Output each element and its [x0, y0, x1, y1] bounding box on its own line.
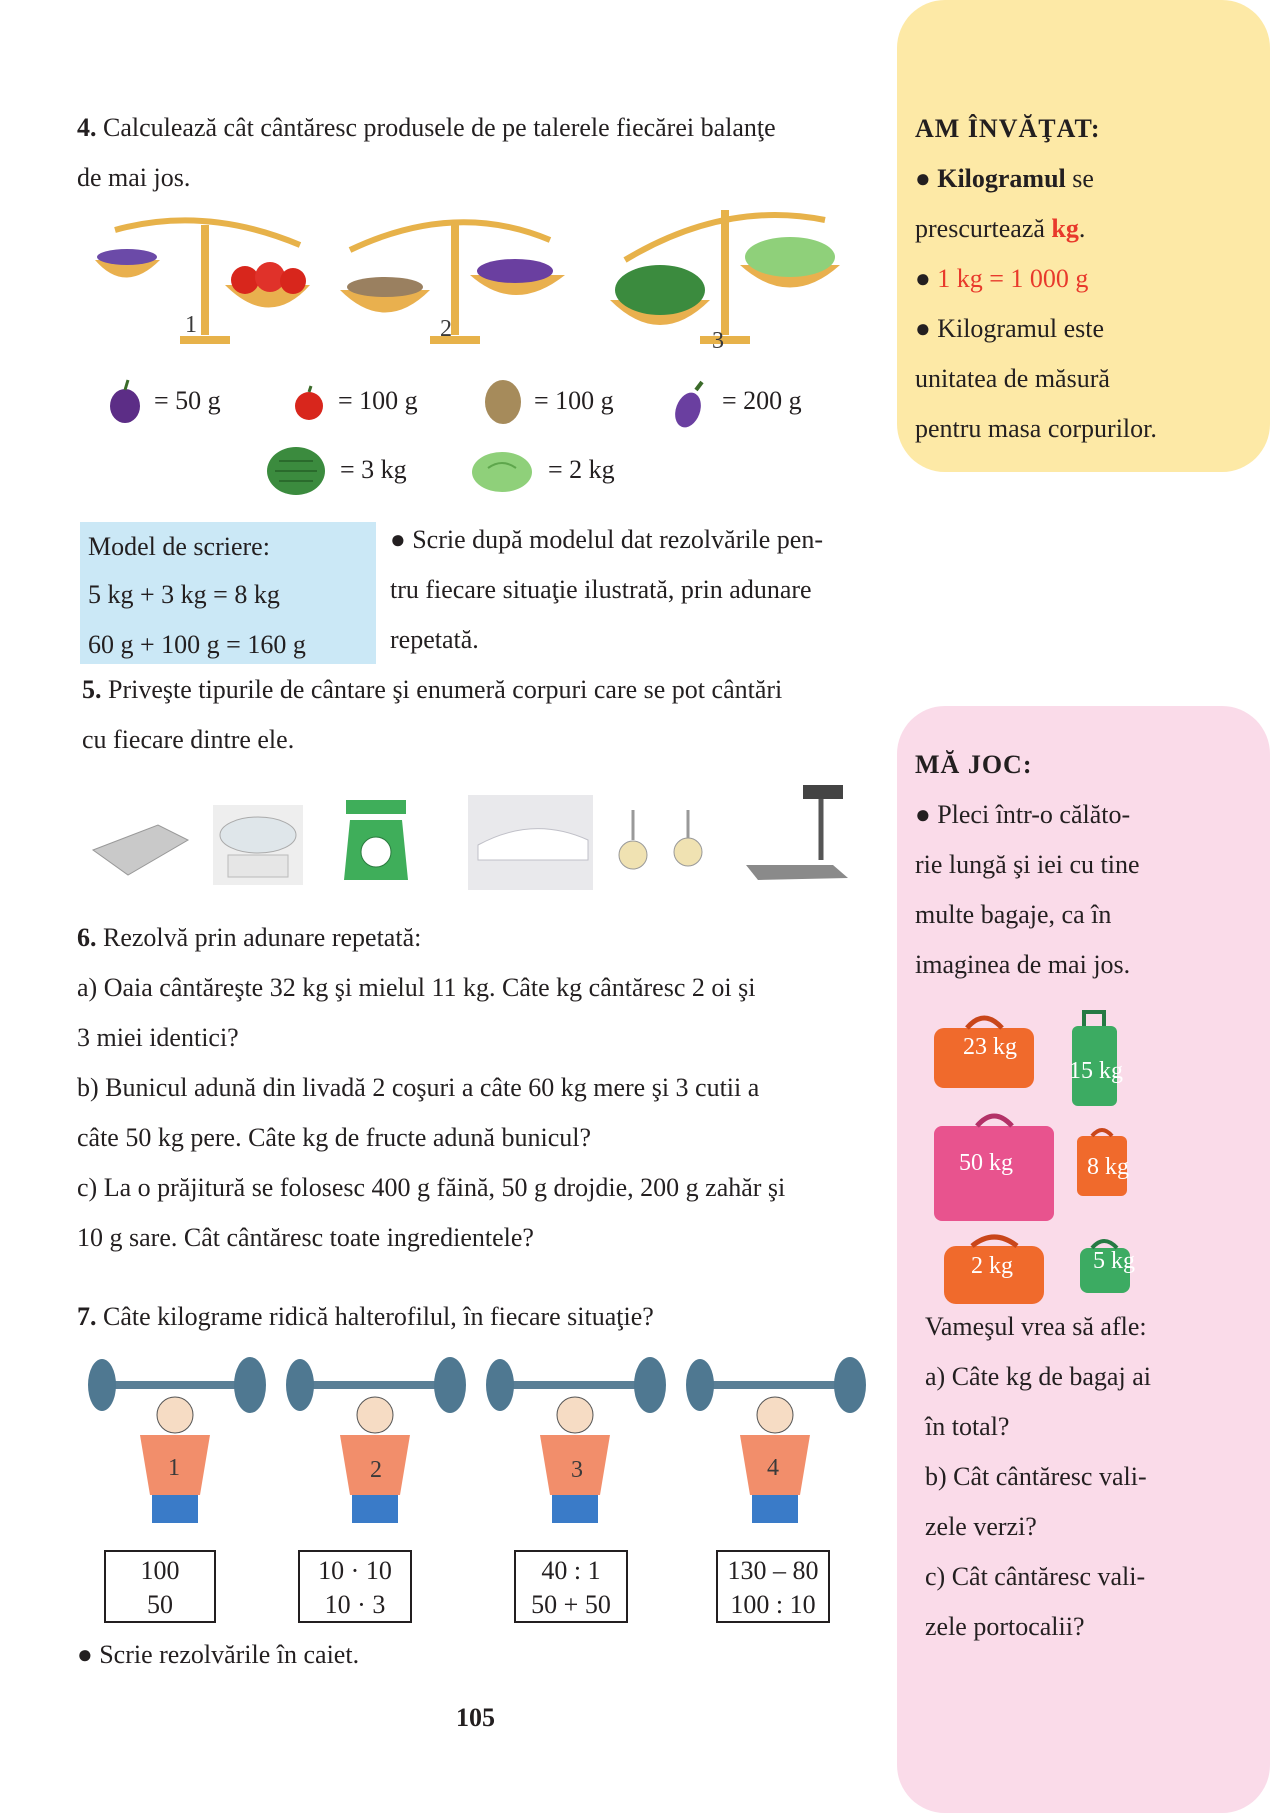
weightlifter-1: [88, 1357, 266, 1523]
play-title: MĂ JOC:: [915, 750, 1033, 779]
ex4-number: 4.: [77, 113, 97, 142]
scale-label-3: 3: [712, 328, 724, 354]
ex6-a-line2: 3 miei identici?: [77, 1023, 239, 1052]
legend-potato-value: = 100 g: [534, 386, 614, 415]
learned-line-3: ● 1 kg = 1 000 g: [915, 264, 1089, 293]
play-question-b2: zele verzi?: [925, 1512, 1037, 1541]
ex6-number: 6.: [77, 923, 97, 952]
ex4-prompt-line1: 4. Calculează cât cântăresc produsele de pe talerele fiecărei balanţe: [77, 113, 776, 142]
weight-box-3-top: 40 : 1: [541, 1556, 601, 1585]
play-line-1: ● Pleci într-o călăto-: [915, 800, 1131, 829]
kitchen-scale-icon: [213, 805, 303, 885]
weight-box-1: [104, 1550, 216, 1623]
play-question-a1: a) Câte kg de bagaj ai: [925, 1362, 1151, 1391]
weight-box-1-bottom: 50: [147, 1590, 173, 1619]
learned-line-1: ● Kilogramul se: [915, 164, 1094, 193]
ex7-number: 7.: [77, 1302, 97, 1331]
bag-label-2kg: 2 kg: [971, 1253, 1013, 1279]
weighing-scales-illustration: [88, 780, 848, 895]
model-title: Model de scriere:: [88, 532, 270, 561]
ex5-prompt-line2: cu fiecare dintre ele.: [82, 725, 295, 754]
legend-watermelon-value: = 3 kg: [340, 455, 407, 484]
play-question-c1: c) Cât cântăresc vali-: [925, 1562, 1146, 1591]
play-line-3: multe bagaje, ca în: [915, 900, 1112, 929]
ex4-task-line3: repetată.: [390, 625, 479, 654]
plum-icon: [108, 378, 142, 426]
weight-box-3: [514, 1550, 628, 1623]
legend-cabbage-value: = 2 kg: [548, 455, 615, 484]
ex6-a-line1: a) Oaia cântăreşte 32 kg şi mielul 11 kg. Câte kg cântăresc 2 oi şi: [77, 973, 756, 1002]
ex4-task-line2: tru fiecare situaţie ilustrată, prin adunare: [390, 575, 812, 604]
learned-line-6: pentru masa corpurilor.: [915, 414, 1157, 443]
bag-label-23kg: 23 kg: [963, 1034, 1017, 1060]
balance-scales-illustration: [85, 205, 865, 355]
play-line-4: imaginea de mai jos.: [915, 950, 1131, 979]
bag-label-15kg: 15 kg: [1069, 1058, 1123, 1084]
bathroom-scale-icon: [93, 825, 188, 875]
weight-box-2-bottom: 10 · 3: [324, 1590, 386, 1619]
baby-scale-icon: [468, 795, 593, 890]
weightlifter-4: [686, 1357, 866, 1523]
weight-box-2-top: 10 · 10: [318, 1556, 392, 1585]
lifter-label-3: 3: [571, 1457, 583, 1483]
lifter-label-1: 1: [168, 1455, 180, 1481]
balance-scale-2: [340, 220, 565, 340]
learned-line-5: unitatea de măsură: [915, 364, 1110, 393]
ex5-number: 5.: [82, 675, 102, 704]
ex6-c-line2: 10 g sare. Cât cântăresc toate ingredientele?: [77, 1223, 534, 1252]
watermelon-icon: [265, 445, 327, 497]
play-question-a2: în total?: [925, 1412, 1010, 1441]
play-question-b1: b) Cât cântăresc vali-: [925, 1462, 1147, 1491]
lifter-label-4: 4: [767, 1455, 779, 1481]
ex4-task-line1: ● Scrie după modelul dat rezolvările pen-: [390, 525, 823, 554]
platform-scale-icon: [746, 785, 848, 880]
play-question-c2: zele portocalii?: [925, 1612, 1085, 1641]
ex6-b-line2: câte 50 kg pere. Câte kg de fructe adună bunicul?: [77, 1123, 591, 1152]
weightlifters-illustration: [80, 1355, 870, 1545]
weight-box-4-bottom: 100 : 10: [730, 1590, 816, 1619]
model-line-1: 5 kg + 3 kg = 8 kg: [88, 580, 280, 609]
play-question-intro: Vameşul vrea să afle:: [925, 1312, 1147, 1341]
lifter-label-2: 2: [370, 1457, 382, 1483]
learned-panel: [897, 0, 1270, 472]
play-line-2: rie lungă şi iei cu tine: [915, 850, 1140, 879]
potato-icon: [480, 378, 526, 426]
play-panel: [897, 706, 1270, 1813]
learned-title: AM ÎNVĂŢAT:: [915, 114, 1101, 143]
weight-box-4-top: 130 – 80: [727, 1556, 819, 1585]
ex6-b-line1: b) Bunicul adună din livadă 2 coşuri a câte 60 kg mere şi 3 cutii a: [77, 1073, 760, 1102]
bag-label-8kg: 8 kg: [1087, 1154, 1129, 1180]
bag-label-50kg: 50 kg: [959, 1150, 1013, 1176]
legend-eggplant-value: = 200 g: [722, 386, 802, 415]
weight-box-3-bottom: 50 + 50: [531, 1590, 611, 1619]
ex6-prompt: 6. Rezolvă prin adunare repetată:: [77, 923, 422, 952]
learned-line-2: prescurtează kg.: [915, 214, 1086, 243]
weightlifter-3: [486, 1357, 666, 1523]
model-box: [80, 522, 376, 664]
legend-apple-value: = 100 g: [338, 386, 418, 415]
green-kitchen-scale-icon: [344, 800, 408, 880]
weight-box-1-top: 100: [140, 1556, 180, 1585]
weight-box-2: [298, 1550, 412, 1623]
learned-line-4: ● Kilogramul este: [915, 314, 1104, 343]
ex5-prompt-line1: 5. Priveşte tipurile de cântare şi enumeră corpuri care se pot cântări: [82, 675, 783, 704]
legend-plum-value: = 50 g: [154, 386, 221, 415]
model-line-2: 60 g + 100 g = 160 g: [88, 630, 306, 659]
page-number: 105: [456, 1703, 495, 1732]
scale-label-1: 1: [185, 312, 197, 338]
apple-icon: [292, 384, 326, 422]
ex7-prompt: 7. Câte kilograme ridică halterofilul, în fiecare situaţie?: [77, 1302, 654, 1331]
balance-scale-3: [610, 210, 840, 340]
balance-scale-1: [95, 220, 310, 340]
hanging-scale-icon: [619, 810, 702, 869]
ex4-prompt-line2: de mai jos.: [77, 163, 191, 192]
ex7-note: ● Scrie rezolvările în caiet.: [77, 1640, 360, 1669]
scale-label-2: 2: [440, 316, 452, 342]
bag-label-5kg: 5 kg: [1093, 1248, 1135, 1274]
eggplant-icon: [670, 380, 710, 430]
cabbage-icon: [470, 448, 534, 496]
weightlifter-2: [286, 1357, 466, 1523]
weight-box-4: [716, 1550, 830, 1623]
ex6-c-line1: c) La o prăjitură se folosesc 400 g făină, 50 g drojdie, 200 g zahăr şi: [77, 1173, 786, 1202]
